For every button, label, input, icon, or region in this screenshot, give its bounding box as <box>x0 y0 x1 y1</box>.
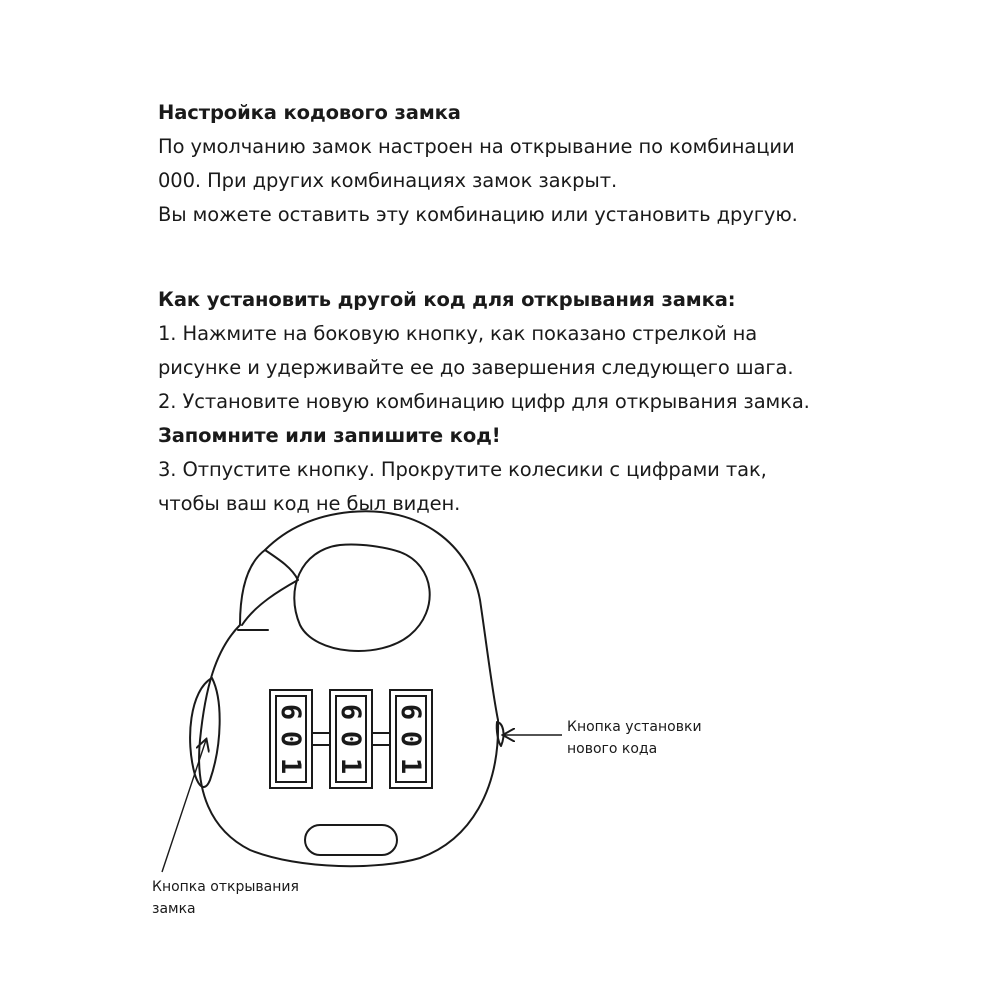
caption-line: Кнопка открывания <box>152 879 299 895</box>
wheel-digit: 0 <box>275 730 306 748</box>
warning-line: Запомните или запишите код! <box>158 424 501 447</box>
step-line: 2. Установите новую комбинацию цифр для открывания замка. <box>158 390 810 413</box>
open-button <box>190 678 220 787</box>
padlock-body <box>199 511 498 866</box>
caption-open-button <box>152 876 299 920</box>
wheel-digit: 1 <box>275 757 306 775</box>
wheel-digit: 6 <box>335 703 366 721</box>
caption-line: нового кода <box>567 741 658 757</box>
arrow-open-button <box>162 740 206 872</box>
section-title: Настройка кодового замка <box>158 101 461 124</box>
caption-line: замка <box>152 901 196 917</box>
wheel-digit: 6 <box>275 703 306 721</box>
shackle-opening <box>294 544 429 651</box>
wheel-digits <box>275 704 426 774</box>
paragraph-line: Вы можете оставить эту комбинацию или установить другую. <box>158 203 798 226</box>
wheel-digit: 0 <box>335 730 366 748</box>
step-line: 1. Нажмите на боковую кнопку, как показано стрелкой на <box>158 322 758 345</box>
wheel-digit: 0 <box>395 730 426 748</box>
wheel-digit: 1 <box>395 757 426 775</box>
section-title: Как установить другой код для открывания замка: <box>158 288 736 311</box>
bottom-slot <box>305 825 397 855</box>
step-line: рисунке и удерживайте ее до завершения следующего шага. <box>158 356 794 379</box>
caption-set-button <box>567 716 702 760</box>
paragraph-line: 000. При других комбинациях замок закрыт. <box>158 169 618 192</box>
wheel-digit: 6 <box>395 703 426 721</box>
step-line: 3. Отпустите кнопку. Прокрутите колесики с цифрами так, <box>158 458 767 481</box>
step-line: чтобы ваш код не был виден. <box>158 492 461 515</box>
wheel-digit: 1 <box>335 757 366 775</box>
shackle-latch <box>242 550 298 625</box>
paragraph-line: По умолчанию замок настроен на открывание по комбинации <box>158 135 795 158</box>
caption-line: Кнопка установки <box>567 719 702 735</box>
